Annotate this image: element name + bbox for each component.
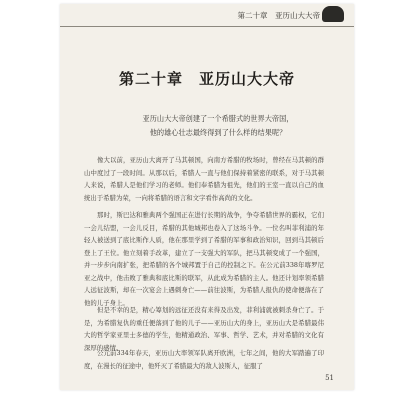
running-header bbox=[60, 4, 354, 27]
paragraph-1: 像大以前，亚历山大离开了马其顿国，向南方希腊的牧场时，曾经在马其顿的群山中度过了一段时间。从那以后，希腊人一直与他们保持着紧密的联系，对于马其顿人来说，希腊人是他们学习的老师。他们奉希腊为祖先，他们的王室一直以自己的血统出于希腊为荣，一向将希腊的语言和文字看作高尚的文化。 bbox=[84, 156, 324, 202]
chapter-title: 第二十章 亚历山大大帝 bbox=[118, 70, 295, 88]
paragraph-2: 那时，斯巴达和雅典两个强国正在进行长期的战争，争夺希腊世界的霸权，它们一会儿结盟，一会儿反目，希腊的其他城邦也卷入了这场斗争。一位名叫菲利浦的年轻人被送到了底比斯作人质，他在那里学到了希腊的军事和政治知识，回到马其顿后登上了王位。他立刻着手改革，建立了一支强大的军队，把马其顿变成了一个强国，并一步步向南扩张，把希腊的各个城邦置于自己的控制之下。在公元前338年喀罗尼亚之战中，他击败了雅典和底比斯的联军，从此成为希腊的主人。他还计划率领希腊人远征波斯，却在一次宴会上遇刺身亡——前往波斯，为希腊人报仇的使命便落在了他的儿子身上。 bbox=[84, 211, 324, 307]
paragraph-4: 公元前334年春天，亚历山大率领军队离开欧洲，七年之间，他的大军踏遍了印度，在漫长的征途中，他歼灭了希腊最大的敌人波斯人，征服了 bbox=[84, 349, 324, 370]
paragraph-3: 但是不幸的是，精心筹划的远征还没有来得及出发，菲利浦就被刺杀身亡了。于是，为希腊复仇的重任便落到了他的儿子——亚历山大的身上，亚历山大是希腊最伟大的哲学家亚里士多德的学生，他精通政治、军事、哲学、艺术，并对希腊的文化有深厚的感情。 bbox=[84, 306, 324, 352]
running-header-text: 第二十章 亚历山大大帝 bbox=[237, 11, 320, 20]
epigraph-line-1: 亚历山大大帝创建了一个希腊式的世界大帝国， bbox=[142, 114, 294, 123]
book-page bbox=[60, 4, 354, 390]
epigraph-line-2: 他的雄心壮志最终得到了什么样的结果呢？ bbox=[149, 128, 287, 137]
page-number: 51 bbox=[325, 374, 334, 382]
header-ornament-icon bbox=[322, 6, 344, 22]
